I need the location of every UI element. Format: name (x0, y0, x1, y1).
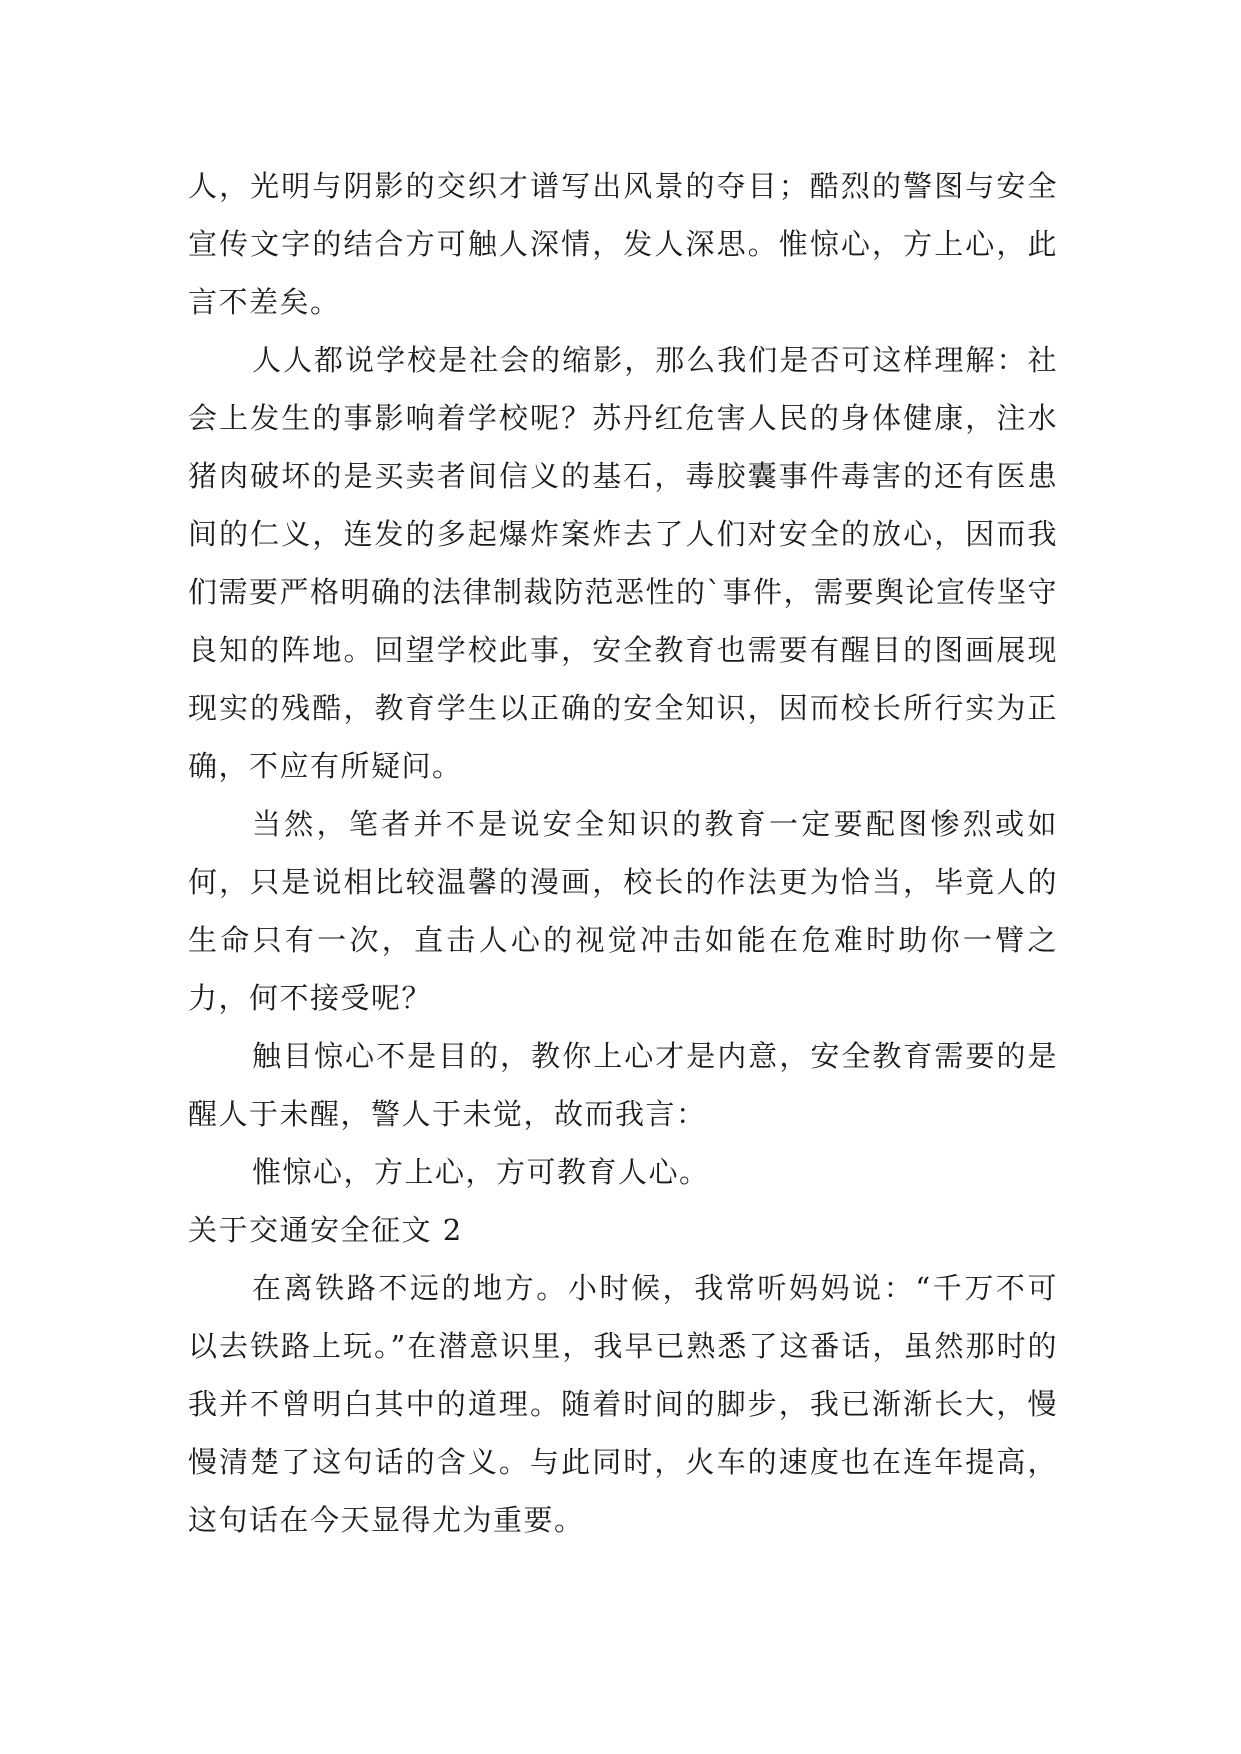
paragraph: 在离铁路不远的地方。小时候，我常听妈妈说：“千万不可以去铁路上玩。”在潜意识里，我早已熟悉了这番话，虽然那时的我并不曾明白其中的道理。随着时间的脚步，我已渐渐长大，慢慢清楚了这句话的含义。与此同时，火车的速度也在连年提高，这句话在今天显得尤为重要。 (188, 1271, 1058, 1537)
paragraph: 惟惊心，方上心，方可教育人心。 (252, 1155, 710, 1189)
paragraph: 触目惊心不是目的，教你上心才是内意，安全教育需要的是醒人于未醒，警人于未觉，故而我言： (188, 1039, 1058, 1131)
paragraph: 人人都说学校是社会的缩影，那么我们是否可这样理解：社会上发生的事影响着学校呢？苏丹红危害人民的身体健康，注水猪肉破坏的是买卖者间信义的基石，毒胶囊事件毒害的还有医患间的仁义，连发的多起爆炸案炸去了人们对安全的放心，因而我们需要严格明确的法律制裁防范恶性的`事件，需要舆论宣传坚守良知的阵地。回望学校此事，安全教育也需要有醒目的图画展现现实的残酷，教育学生以正确的安全知识，因而校长所行实为正确，不应有所疑问。 (188, 343, 1059, 783)
section-title: 关于交通安全征文 2 (188, 1213, 463, 1247)
paragraph: 人，光明与阴影的交织才谱写出风景的夺目；酷烈的警图与安全宣传文字的结合方可触人深情，发人深思。惟惊心，方上心，此言不差矣。 (188, 169, 1058, 319)
document-page (188, 157, 1058, 1549)
paragraph: 当然，笔者并不是说安全知识的教育一定要配图惨烈或如何，只是说相比较温馨的漫画，校长的作法更为恰当，毕竟人的生命只有一次，直击人心的视觉冲击如能在危难时助你一臂之力，何不接受呢？ (188, 807, 1058, 1015)
